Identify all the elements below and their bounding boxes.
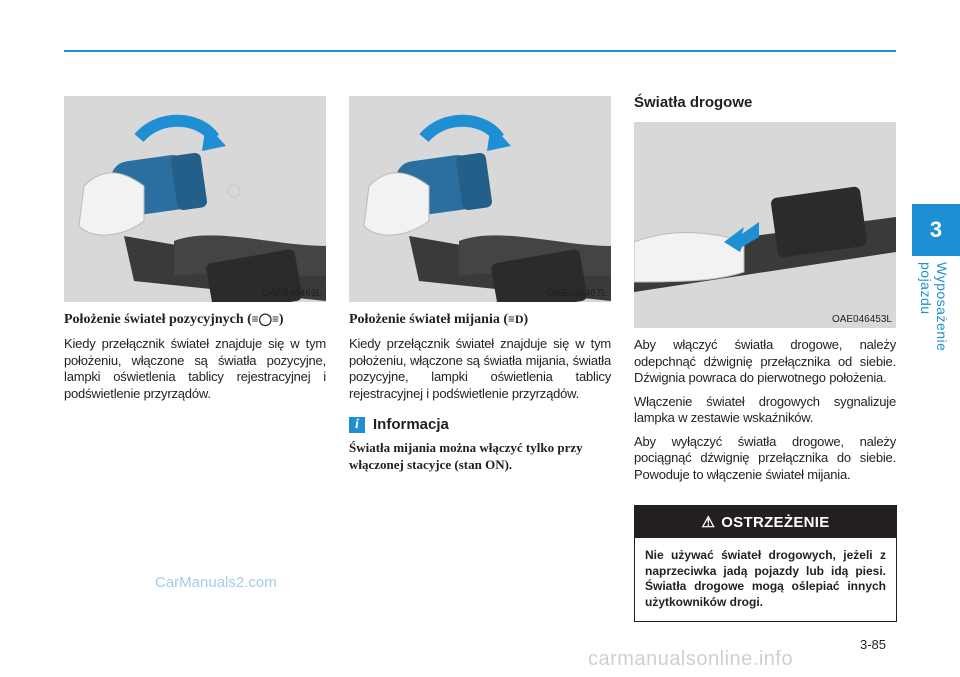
section-parking-lights xyxy=(64,312,326,409)
watermark-carmanualsonline[interactable]: carmanualsonline.info xyxy=(588,648,794,670)
section-text-1: Aby włączyć światła drogowe, należy odepchnąć dźwignię przełącznika od siebie. Dźwignia powraca do pierwotnego położenia. xyxy=(634,337,896,385)
figure-code: OAE046467L xyxy=(546,288,607,299)
section-text: Kiedy przełącznik świateł znajduje się w tym położeniu, włączone są światła mijania, światła pozycyjne, lampki oświetlenia tablicy rejestracyjnej i podświetlenie przyrządów. xyxy=(349,336,611,401)
info-title: Informacja xyxy=(373,416,449,433)
warning-header xyxy=(635,506,896,538)
info-icon: i xyxy=(349,417,365,433)
chapter-title: Wyposażenie pojazdu xyxy=(918,262,950,352)
figure-code: OAE046453L xyxy=(831,314,892,325)
section-title: Położenie świateł pozycyjnych (≡◯≡) xyxy=(64,312,284,327)
figure-low-beam xyxy=(349,96,611,302)
chapter-number: 3 xyxy=(929,217,943,242)
section-title: Położenie świateł mijania (≡D) xyxy=(349,312,529,327)
lever-illustration xyxy=(634,122,896,328)
warning-text: Nie używać świateł drogowych, jeżeli z naprzeciwka jadą pojazdy lub idą piesi. Światła drogowe mogą oślepiać innych użytkowników drogi. xyxy=(645,548,886,609)
parking-lights-icon: ≡◯≡ xyxy=(251,312,279,326)
warning-box xyxy=(634,505,897,622)
section-low-beam xyxy=(349,312,611,473)
figure-high-beam xyxy=(634,122,896,328)
lever-illustration xyxy=(64,96,326,302)
section-high-beam-title xyxy=(634,94,896,111)
warning-triangle-icon: ⚠ xyxy=(701,514,716,531)
chapter-number-tab[interactable] xyxy=(912,204,960,256)
low-beam-icon: ≡D xyxy=(508,312,524,326)
info-header xyxy=(349,416,611,433)
watermark-carmanuals2[interactable]: CarManuals2.com xyxy=(155,574,277,591)
figure-code: OAE046469L xyxy=(261,288,322,299)
section-text: Kiedy przełącznik świateł znajduje się w tym położeniu, włączone są światła pozycyjne, lampki oświetlenia tablicy rejestracyjnej i podświetlenie przyrządów. xyxy=(64,336,326,401)
page-number: 3-85 xyxy=(860,637,887,652)
figure-parking-lights xyxy=(64,96,326,302)
warning-title: OSTRZEŻENIE xyxy=(721,513,830,531)
lever-illustration xyxy=(349,96,611,302)
info-text: Światła mijania można włączyć tylko przy włączonej stacyjce (stan ON). xyxy=(349,440,583,472)
header-rule xyxy=(64,50,896,52)
section-text-3: Aby wyłączyć światła drogowe, należy pociągnąć dźwignię przełącznika do siebie. Powoduje to włączenie świateł mijania. xyxy=(634,433,896,482)
section-title: Światła drogowe xyxy=(634,94,753,111)
section-high-beam xyxy=(634,337,896,490)
section-text-2: Włączenie świateł drogowych sygnalizuje lampka w zestawie wskaźników. xyxy=(634,393,896,425)
